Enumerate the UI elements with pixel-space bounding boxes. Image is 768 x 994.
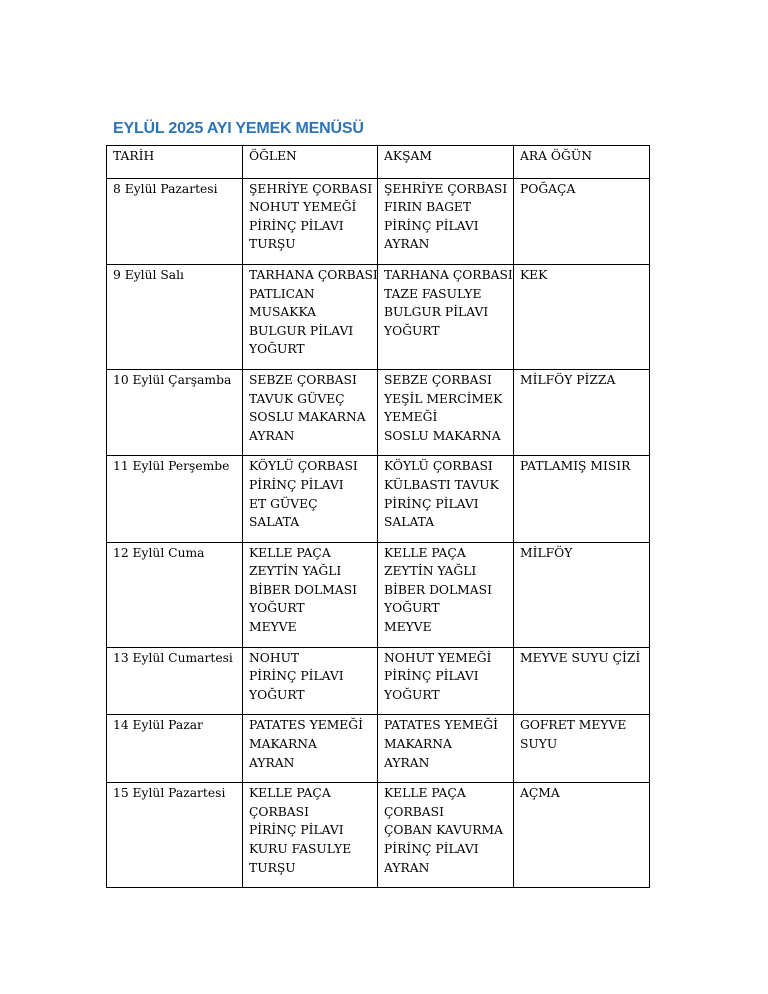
- table-body: [107, 178, 650, 888]
- menu-item: TARHANA ÇORBASI: [249, 267, 378, 282]
- cell-dinner: [378, 178, 514, 264]
- menu-item: NOHUT: [249, 650, 300, 665]
- cell-lunch: [243, 783, 378, 888]
- cell-dinner: [378, 264, 514, 369]
- cell-date: [107, 647, 243, 715]
- header-date: TARİH: [107, 146, 243, 179]
- menu-item: SUYU: [520, 737, 558, 752]
- menu-item: YOĞURT: [384, 323, 440, 338]
- menu-item: NOHUT YEMEĞİ: [384, 650, 492, 665]
- menu-item: MEYVE: [249, 620, 297, 635]
- menu-item: AYRAN: [384, 237, 430, 252]
- cell-lunch: [243, 369, 378, 455]
- menu-item: AYRAN: [249, 428, 295, 443]
- header-lunch: ÖĞLEN: [243, 146, 378, 179]
- table-row: [107, 264, 650, 369]
- cell-lunch: [243, 264, 378, 369]
- cell-dinner: [378, 369, 514, 455]
- cell-lunch: [243, 178, 378, 264]
- table-row: [107, 783, 650, 888]
- menu-item: YOĞURT: [384, 687, 440, 702]
- menu-item: KELLE PAÇA: [249, 545, 331, 560]
- cell-date: [107, 715, 243, 783]
- menu-item: MİLFÖY: [520, 545, 573, 560]
- menu-item: YOĞURT: [249, 687, 305, 702]
- menu-item: PİRİNÇ PİLAVI: [249, 669, 344, 684]
- header-snack: ARA ÖĞÜN: [514, 146, 650, 179]
- cell-date: [107, 369, 243, 455]
- menu-item: ÇOBAN KAVURMA: [384, 823, 504, 838]
- menu-item: TURŞU: [249, 860, 296, 875]
- menu-item: MEYVE: [384, 620, 432, 635]
- cell-snack: [514, 647, 650, 715]
- table-row: [107, 369, 650, 455]
- menu-item: BULGUR PİLAVI: [249, 323, 354, 338]
- date-text: 8 Eylül Pazartesi: [113, 181, 218, 196]
- menu-item: PİRİNÇ PİLAVI: [249, 823, 344, 838]
- menu-item: NOHUT YEMEĞİ: [249, 200, 357, 215]
- cell-snack: [514, 715, 650, 783]
- cell-snack: [514, 456, 650, 542]
- cell-dinner: [378, 783, 514, 888]
- menu-item: AYRAN: [384, 860, 430, 875]
- menu-item: ZEYTİN YAĞLI: [249, 564, 342, 579]
- menu-item: PATLICAN: [249, 286, 315, 301]
- menu-item: PATATES YEMEĞİ: [249, 718, 363, 733]
- cell-date: [107, 456, 243, 542]
- menu-item: YOĞURT: [384, 601, 440, 616]
- menu-item: SALATA: [249, 515, 300, 530]
- menu-item: MİLFÖY PİZZA: [520, 372, 616, 387]
- cell-date: [107, 783, 243, 888]
- menu-item: ZEYTİN YAĞLI: [384, 564, 477, 579]
- menu-item: KELLE PAÇA: [384, 545, 466, 560]
- menu-item: PATATES YEMEĞİ: [384, 718, 498, 733]
- cell-snack: [514, 178, 650, 264]
- menu-item: PİRİNÇ PİLAVI: [384, 218, 479, 233]
- menu-item: BİBER DOLMASI: [249, 582, 357, 597]
- date-text: 9 Eylül Salı: [113, 267, 184, 282]
- menu-item: POĞAÇA: [520, 181, 576, 196]
- menu-item: FIRIN BAGET: [384, 200, 472, 215]
- date-text: 13 Eylül Cumartesi: [113, 650, 233, 665]
- date-text: 14 Eylül Pazar: [113, 718, 203, 733]
- menu-item: AYRAN: [249, 755, 295, 770]
- menu-item: SOSLU MAKARNA: [249, 410, 366, 425]
- date-text: 15 Eylül Pazartesi: [113, 786, 226, 801]
- table-header-row: [107, 146, 650, 179]
- date-text: 12 Eylül Cuma: [113, 545, 205, 560]
- cell-snack: [514, 264, 650, 369]
- menu-item: YEŞİL MERCİMEK: [384, 391, 503, 406]
- cell-snack: [514, 783, 650, 888]
- cell-dinner: [378, 542, 514, 647]
- menu-item: SEBZE ÇORBASI: [384, 372, 492, 387]
- menu-item: TAVUK GÜVEÇ: [249, 391, 345, 406]
- menu-item: KELLE PAÇA: [249, 786, 331, 801]
- menu-item: AYRAN: [384, 755, 430, 770]
- menu-item: PİRİNÇ PİLAVI: [384, 669, 479, 684]
- menu-item: ÇORBASI: [384, 804, 444, 819]
- cell-date: [107, 178, 243, 264]
- date-text: 11 Eylül Perşembe: [113, 459, 230, 474]
- menu-item: TURŞU: [249, 237, 296, 252]
- menu-item: KÖYLÜ ÇORBASI: [249, 459, 358, 474]
- menu-item: YOĞURT: [249, 342, 305, 357]
- menu-item: MUSAKKA: [249, 305, 317, 320]
- menu-item: KEK: [520, 267, 548, 282]
- table-row: [107, 456, 650, 542]
- menu-item: MEYVE SUYU ÇİZİ: [520, 650, 641, 665]
- menu-item: KÜLBASTI TAVUK: [384, 477, 499, 492]
- menu-item: KÖYLÜ ÇORBASI: [384, 459, 493, 474]
- menu-item: PATLAMIŞ MISIR: [520, 459, 631, 474]
- date-text: 10 Eylül Çarşamba: [113, 372, 232, 387]
- menu-item: SOSLU MAKARNA: [384, 428, 501, 443]
- table-row: [107, 715, 650, 783]
- menu-item: SALATA: [384, 515, 435, 530]
- menu-table: [106, 145, 650, 888]
- cell-date: [107, 264, 243, 369]
- table-row: [107, 542, 650, 647]
- menu-item: PİRİNÇ PİLAVI: [384, 496, 479, 511]
- menu-item: AÇMA: [520, 786, 560, 801]
- menu-item: ŞEHRİYE ÇORBASI: [384, 181, 508, 196]
- menu-item: PİRİNÇ PİLAVI: [384, 842, 479, 856]
- table-row: [107, 647, 650, 715]
- cell-date: [107, 542, 243, 647]
- cell-lunch: [243, 456, 378, 542]
- menu-item: SEBZE ÇORBASI: [249, 372, 357, 387]
- cell-dinner: [378, 456, 514, 542]
- menu-item: PİRİNÇ PİLAVI: [249, 218, 344, 233]
- menu-item: KURU FASULYE: [249, 842, 352, 856]
- cell-dinner: [378, 647, 514, 715]
- cell-lunch: [243, 647, 378, 715]
- cell-dinner: [378, 715, 514, 783]
- menu-item: PİRİNÇ PİLAVI: [249, 477, 344, 492]
- cell-snack: [514, 542, 650, 647]
- page-title: EYLÜL 2025 AYI YEMEK MENÜSÜ: [113, 120, 364, 137]
- header-dinner: AKŞAM: [378, 146, 514, 179]
- menu-item: BİBER DOLMASI: [384, 582, 492, 597]
- menu-item: ÇORBASI: [249, 804, 309, 819]
- cell-lunch: [243, 542, 378, 647]
- menu-item: ET GÜVEÇ: [249, 496, 318, 511]
- menu-item: TAZE FASULYE: [384, 286, 482, 301]
- table-row: [107, 178, 650, 264]
- menu-item: ŞEHRİYE ÇORBASI: [249, 181, 373, 196]
- cell-snack: [514, 369, 650, 455]
- menu-item: YOĞURT: [249, 601, 305, 616]
- menu-item: BULGUR PİLAVI: [384, 305, 489, 320]
- menu-item: TARHANA ÇORBASI: [384, 267, 513, 282]
- menu-item: KELLE PAÇA: [384, 786, 466, 801]
- menu-item: MAKARNA: [384, 737, 452, 752]
- menu-item: GOFRET MEYVE: [520, 718, 627, 733]
- cell-lunch: [243, 715, 378, 783]
- menu-item: YEMEĞİ: [384, 410, 438, 425]
- menu-item: MAKARNA: [249, 737, 317, 752]
